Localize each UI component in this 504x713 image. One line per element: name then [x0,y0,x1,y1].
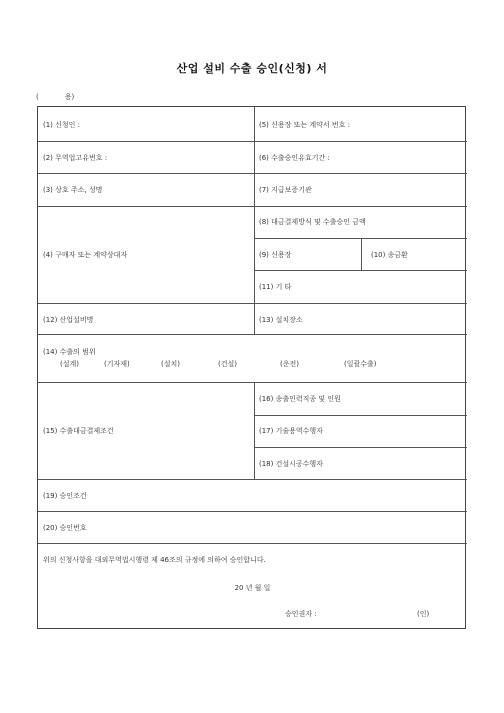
scope-installation[interactable]: (설치) [161,360,180,368]
field-approval-number[interactable]: (20) 승인번호 [43,524,87,532]
field-letter-of-credit[interactable]: (9) 신용장 [259,251,292,259]
field-export-scope[interactable]: (14) 수출의 범위 [43,348,96,356]
field-buyer[interactable]: (4) 구매자 또는 계약상대자 [43,251,128,259]
field-remittance[interactable]: (10) 송금환 [371,251,408,259]
scope-design[interactable]: (설계) [60,360,79,368]
field-workforce[interactable]: (16) 송출인력직종 및 인원 [259,395,341,403]
field-applicant[interactable]: (1) 신청인 : [43,121,81,129]
scope-items [60,359,377,369]
field-credit-contract-no[interactable]: (5) 신용장 또는 계약서 번호 : [259,121,351,129]
field-plant-name[interactable]: (12) 산업설비명 [43,316,94,324]
field-approval-period[interactable]: (6) 수출승인유효기간 : [259,154,330,162]
seal-label: (인) [417,610,430,618]
field-approval-conditions[interactable]: (19) 승인조건 [43,492,87,500]
field-payment-terms[interactable]: (15) 수출대금결제조건 [43,427,114,435]
field-install-location[interactable]: (13) 설치장소 [259,316,303,324]
field-payment-method-amount[interactable]: (8) 대금결제방식 및 수출승인 금액 [259,218,366,226]
field-construction-contractor[interactable]: (18) 건설시공수행자 [259,460,323,468]
approver-label: 승인권자 : [285,610,317,618]
scope-operation[interactable]: (운전) [280,360,299,368]
date-line[interactable]: 20 년 월 일 [234,584,271,592]
field-tech-service-provider[interactable]: (17) 기술용역수행자 [259,427,323,435]
application-form [37,106,466,629]
scope-equipment[interactable]: (기자재) [104,360,130,368]
field-etc[interactable]: (11) 기 타 [259,283,292,291]
declaration-text: 위의 신청사항을 대외무역법시행령 제 46조의 규정에 의하여 승인합니다. [43,556,266,564]
document-title: 산업 설비 수출 승인(신청) 서 [176,62,328,75]
scope-turnkey[interactable]: (일괄수출) [344,360,377,368]
scope-construction[interactable]: (건설) [218,360,237,368]
field-name-address[interactable]: (3) 상호 주소, 성명 [43,186,103,194]
field-trade-id[interactable]: (2) 무역업고유번호 : [43,154,108,162]
field-guarantee-org[interactable]: (7) 지급보증기관 [259,186,312,194]
usage-label: ( 용) [36,93,75,101]
